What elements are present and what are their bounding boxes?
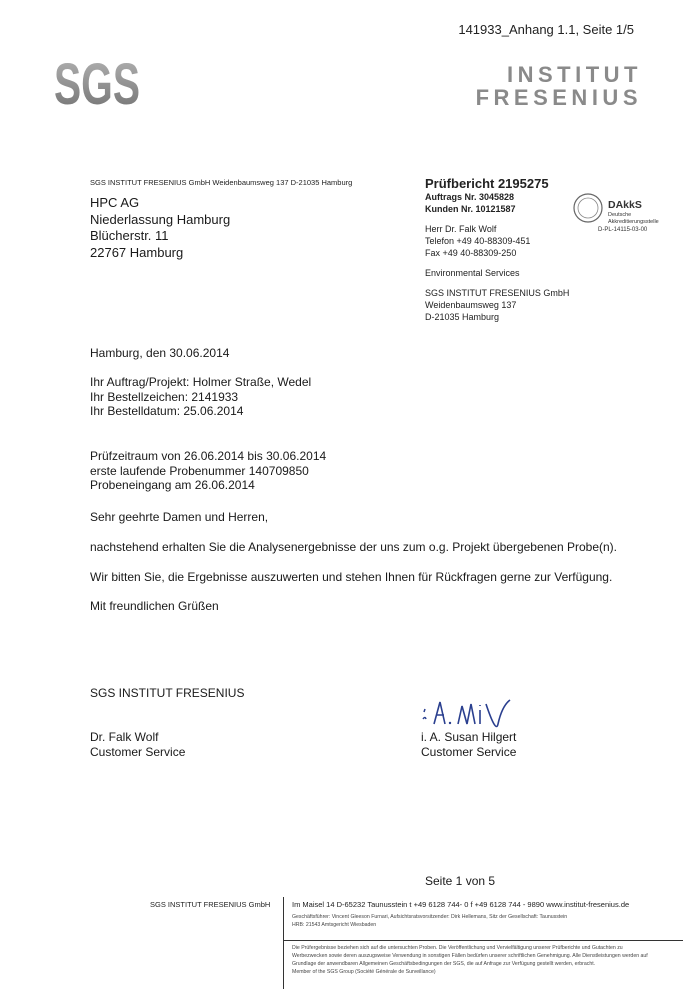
recipient-line: HPC AG xyxy=(90,195,140,210)
contact-person: Herr Dr. Falk Wolf xyxy=(425,224,497,234)
dakks-subtitle xyxy=(608,212,659,225)
recipient-line: Niederlassung Hamburg xyxy=(90,211,231,227)
footer-divider xyxy=(283,897,284,989)
footer-legal-line: Grundlage der anwendbaren Allgemeinen Geschäftsbedingungen der SGS, die auf Anfrage zur Verfügung gestellt werden, erbracht. xyxy=(292,961,596,967)
footer-legal-line: Werbezwecken sowie deren auszugsweise Verwendung in sonstigen Fällen bedürfen unserer schriftlichen Genehmigung. Alle Dienstleistungen werden auf xyxy=(292,953,648,959)
order-date-line: Ihr Bestelldatum: 25.06.2014 xyxy=(90,404,244,418)
footer-company: SGS INSTITUT FRESENIUS GmbH xyxy=(150,900,271,909)
closing: Mit freundlichen Grüßen xyxy=(90,599,219,613)
sample-number-line: erste laufende Probenummer 140709850 xyxy=(90,463,309,478)
signer-name: Dr. Falk Wolf xyxy=(90,730,159,744)
letter-date: Hamburg, den 30.06.2014 xyxy=(90,346,230,360)
paragraph: nachstehend erhalten Sie die Analysenergebnisse der uns zum o.g. Projekt übergebenen Probe(n). xyxy=(90,540,618,554)
signer-role: Customer Service xyxy=(421,744,517,759)
dakks-line: Deutsche xyxy=(608,212,632,218)
customer-number: Kunden Nr. 10121587 xyxy=(425,204,516,214)
footer-legal-line: Member of the SGS Group (Société Générale de Surveillance) xyxy=(292,969,436,975)
company-city: D-21035 Hamburg xyxy=(425,312,500,322)
recipient-line: 22767 Hamburg xyxy=(90,244,184,260)
signer-name: i. A. Susan Hilgert xyxy=(421,730,517,744)
test-info-block xyxy=(90,449,326,493)
order-reference-line: Ihr Bestellzeichen: 2141933 xyxy=(90,389,239,404)
recipient-line: Blücherstr. 11 xyxy=(90,228,169,243)
institut-fresenius-logo xyxy=(476,63,642,109)
signer-left xyxy=(90,730,185,759)
report-title: Prüfbericht 2195275 xyxy=(425,176,549,191)
department: Environmental Services xyxy=(425,268,520,278)
sgs-logo xyxy=(54,52,140,117)
institut-logo-line2: FRESENIUS xyxy=(475,85,642,110)
dakks-number: D-PL-14115-03-00 xyxy=(598,227,648,233)
footer-legal xyxy=(292,944,692,976)
footer-management-line: Geschäftsführer: Vincent Gleeson Furnari, Aufsichtsratsvorsitzender: Dirk Hellemans, Sitz der Gesellschaft: Taunusstein xyxy=(292,914,568,920)
dakks-line: Akkreditierungsstelle xyxy=(608,218,659,225)
paragraph: Wir bitten Sie, die Ergebnisse auszuwerten und stehen Ihnen für Rückfragen gerne zur Verfügung. xyxy=(90,570,613,584)
footer-management xyxy=(292,913,567,929)
contact-phone: Telefon +49 40-88309-451 xyxy=(425,236,531,246)
company-signature-line: SGS INSTITUT FRESENIUS xyxy=(90,686,245,700)
signer-right xyxy=(421,730,516,759)
page-reference: 141933_Anhang 1.1, Seite 1/5 xyxy=(458,22,634,37)
sender-return-address: SGS INSTITUT FRESENIUS GmbH Weidenbaumsweg 137 D-21035 Hamburg xyxy=(90,178,353,187)
footer-divider xyxy=(283,940,683,941)
test-period-line: Prüfzeitraum von 26.06.2014 bis 30.06.2014 xyxy=(90,449,327,463)
sample-received-line: Probeneingang am 26.06.2014 xyxy=(90,478,255,492)
company-name: SGS INSTITUT FRESENIUS GmbH xyxy=(425,288,570,298)
company-street: Weidenbaumsweg 137 xyxy=(425,300,517,310)
dakks-name: DAkkS xyxy=(608,199,642,211)
order-number: Auftrags Nr. 3045828 xyxy=(425,192,515,202)
footer-management-line: HRB: 21543 Amtsgericht Wiesbaden xyxy=(292,922,377,928)
salutation: Sehr geehrte Damen und Herren, xyxy=(90,510,269,524)
footer-contact: Im Maisel 14 D-65232 Taunusstein t +49 6128 744- 0 f +49 6128 744 - 9890 www.institut-fresenius.de xyxy=(292,900,630,909)
signer-role: Customer Service xyxy=(90,744,186,759)
svg-text:SGS: SGS xyxy=(54,52,140,117)
report-info xyxy=(425,176,569,323)
recipient-address xyxy=(90,195,230,261)
institut-logo-line1: INSTITUT xyxy=(507,62,642,87)
project-block xyxy=(90,375,311,419)
contact-fax: Fax +49 40-88309-250 xyxy=(425,248,517,258)
footer-legal-line: Die Prüfergebnisse beziehen sich auf die untersuchten Proben. Die Veröffentlichung und Vervielfältigung unserer Prüfberichte und Gutachten zu xyxy=(292,945,623,951)
page-number: Seite 1 von 5 xyxy=(425,874,496,888)
project-line: Ihr Auftrag/Projekt: Holmer Straße, Wedel xyxy=(90,375,312,389)
